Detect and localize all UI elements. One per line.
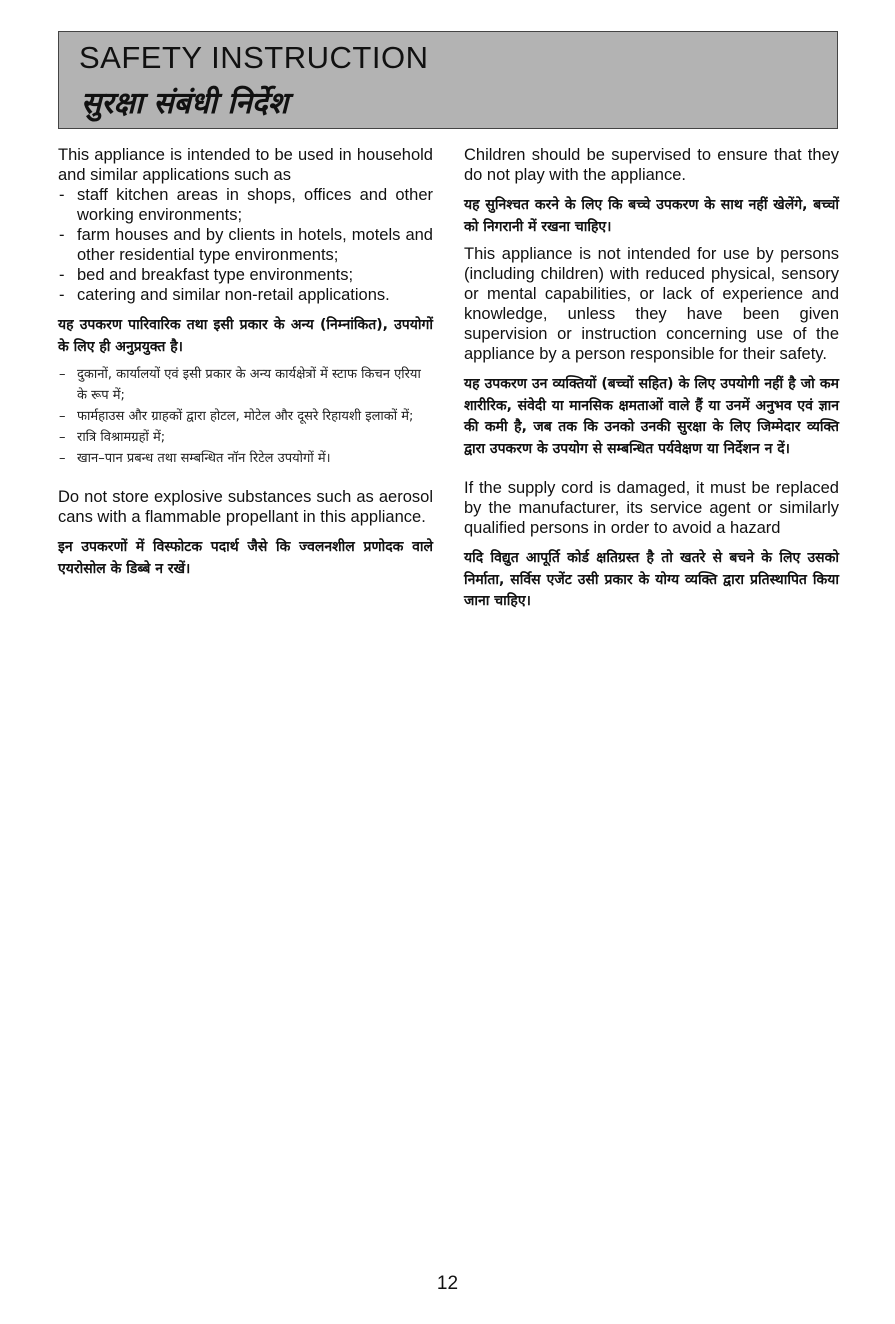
list-item: – रात्रि विश्रामग्रहों में; — [58, 427, 433, 448]
supply-cord-paragraph: If the supply cord is damaged, it must be replaced by the manufacturer, its service agent or similarly qualified persons in order to avoid a hazard — [464, 479, 839, 537]
intended-use-list — [58, 185, 433, 305]
reduced-capabilities-paragraph-hindi: यह उपकरण उन व्यक्तियों (बच्चों सहित) के लिए उपयोगी नहीं है जो कम शारीरिक, संवेदी या मानसिक क्षमताओं वाले हैं या उनमें अनुभव एवं ज्ञान की कमी है, जब तक कि उनको उनकी सुरक्षा के लिए जिम्मेदार व्यक्ति द्वारा उपकरण के उपयोग से सम्बन्धित पर्यवेक्षण या निर्देशन न दें। — [464, 376, 839, 457]
section-header — [58, 31, 838, 129]
explosive-warning-paragraph-hindi: इन उपकरणों में विस्फोटक पदार्थ जैसे कि ज्वलनशील प्रणोदक वाले एयरोसोल के डिब्बे न रखें। — [58, 539, 433, 577]
list-item: – खान–पान प्रबन्ध तथा सम्बन्धित नॉन रिटेल उपयोगों में। — [58, 448, 433, 469]
list-item: - catering and similar non-retail applications. — [59, 286, 390, 304]
children-supervision-paragraph-hindi: यह सुनिश्चत करने के लिए कि बच्चे उपकरण के साथ नहीं खेलेंगे, बच्चों को निगरानी में रखना चाहिए। — [464, 197, 839, 235]
dash-bullet: - — [59, 286, 65, 304]
dash-bullet: - — [59, 226, 65, 244]
section-title: SAFETY INSTRUCTION — [79, 40, 429, 75]
right-column — [464, 145, 839, 613]
dash-bullet: – — [59, 409, 66, 424]
intended-use-list-hindi — [58, 364, 433, 469]
left-column — [58, 145, 433, 580]
dash-bullet: – — [59, 367, 66, 382]
list-item: – फार्महाउस और ग्राहकों द्वारा होटल, मोटेल और दूसरे रिहायशी इलाकों में; — [58, 406, 433, 427]
dash-bullet: - — [59, 266, 65, 284]
dash-bullet: - — [59, 186, 65, 204]
dash-bullet: – — [59, 430, 66, 445]
reduced-capabilities-paragraph: This appliance is not intended for use by persons (including children) with reduced physical, sensory or mental capabilities, or lack of experience and knowledge, unless they have been given supervision or instruction concerning use of the appliance by a person responsible for their safety. — [464, 245, 839, 363]
list-item: - farm houses and by clients in hotels, motels and other residential type environments; — [59, 226, 433, 264]
dash-bullet: – — [59, 451, 66, 466]
explosive-warning-paragraph: Do not store explosive substances such as aerosol cans with a flammable propellant in this appliance. — [58, 488, 433, 526]
intended-use-paragraph: This appliance is intended to be used in household and similar applications such as — [58, 146, 433, 184]
section-title-hindi: सुरक्षा संबंधी निर्देश — [81, 86, 289, 121]
list-item: – दुकानों, कार्यालयों एवं इसी प्रकार के अन्य कार्यक्षेत्रों में स्टाफ किचन एरिया के रूप में; — [58, 364, 433, 406]
page-number: 12 — [436, 1273, 459, 1294]
list-item: - staff kitchen areas in shops, offices and other working environments; — [59, 186, 433, 224]
list-item: - bed and breakfast type environments; — [59, 266, 354, 284]
supply-cord-paragraph-hindi: यदि विद्युत आपूर्ति कोर्ड क्षतिग्रस्त है तो खतरे से बचने के लिए उसको निर्माता, सर्विस एजेंट उसी प्रकार के योग्य व्यक्ति द्वारा प्रतिस्थापित किया जाना चाहिए। — [464, 550, 839, 609]
children-supervision-paragraph: Children should be supervised to ensure that they do not play with the appliance. — [464, 146, 839, 184]
intended-use-paragraph-hindi: यह उपकरण पारिवारिक तथा इसी प्रकार के अन्य (निम्नांकित), उपयोगों के लिए ही अनुप्रयुक्त है। — [58, 317, 433, 355]
